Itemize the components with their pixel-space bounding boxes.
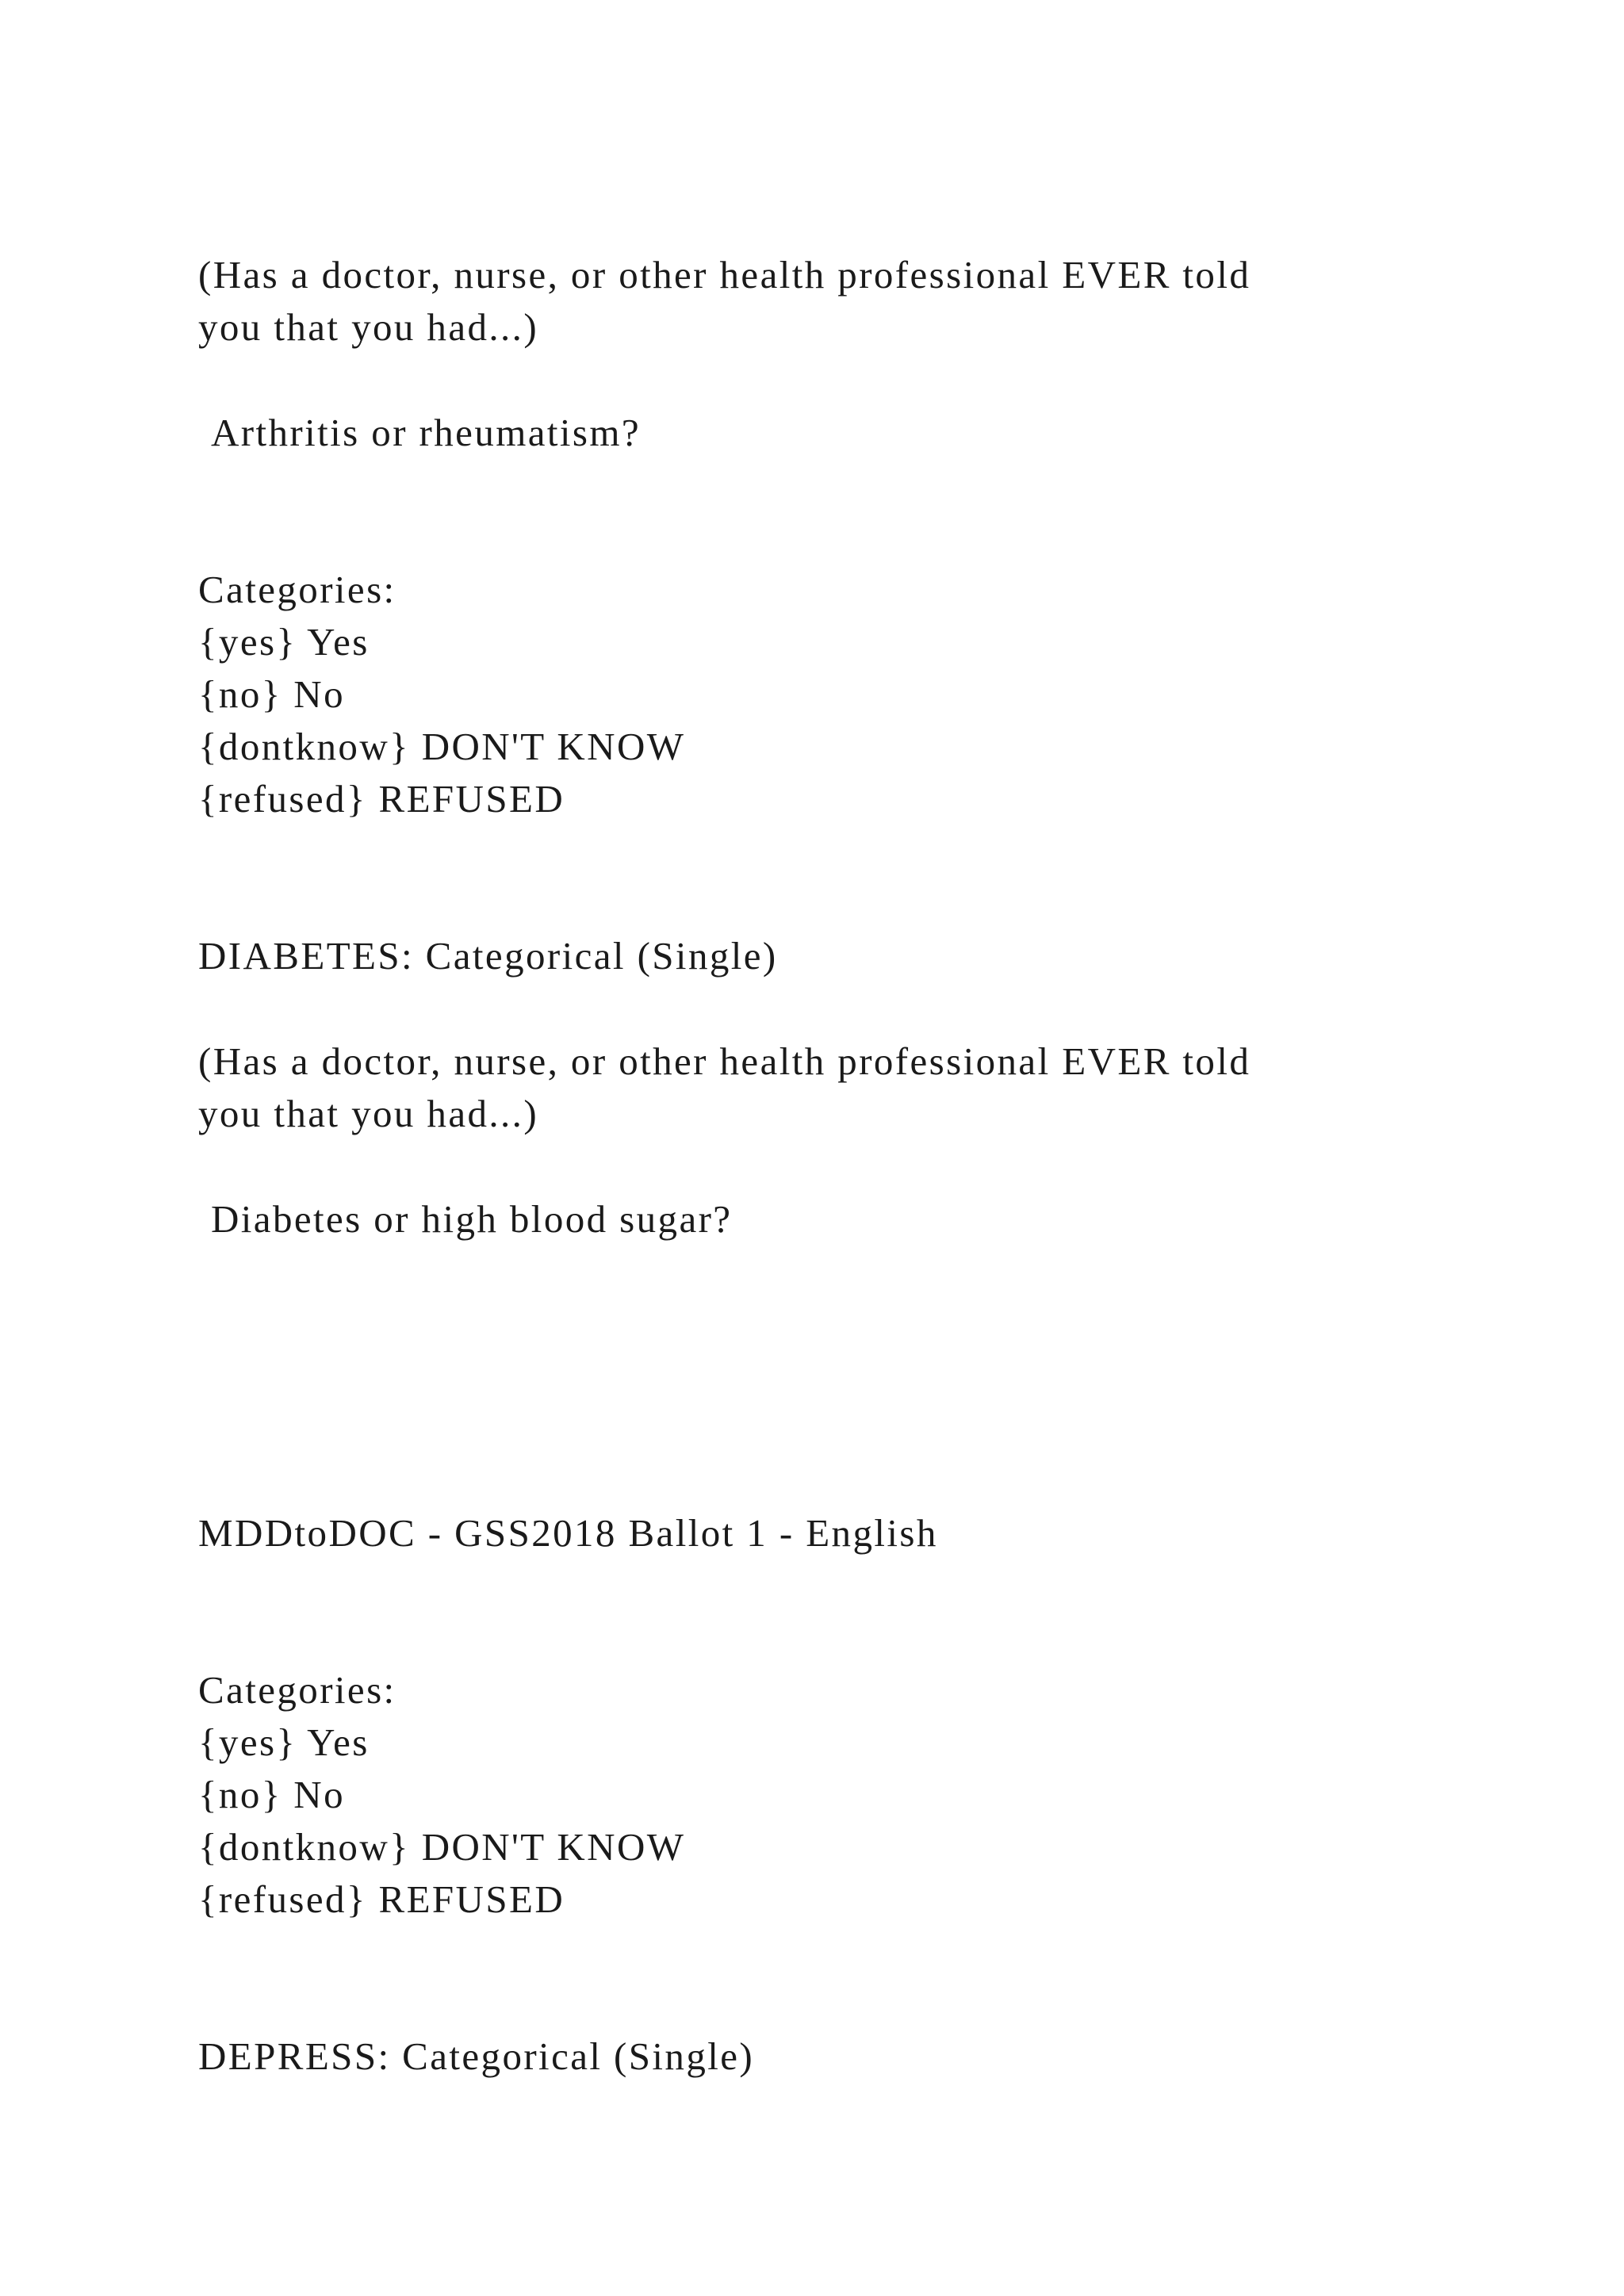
question-preamble-line-1: (Has a doctor, nurse, or other health professional EVER told bbox=[198, 253, 1251, 297]
question-preamble-line-2: you that you had...) bbox=[198, 1092, 539, 1135]
question-preamble-line-2: you that you had...) bbox=[198, 305, 539, 349]
category-yes: {yes} Yes bbox=[198, 1720, 370, 1764]
categories-heading: Categories: bbox=[198, 1668, 396, 1712]
category-refused: {refused} REFUSED bbox=[198, 1877, 565, 1921]
category-no: {no} No bbox=[198, 1773, 345, 1816]
variable-heading-depress: DEPRESS: Categorical (Single) bbox=[198, 2034, 755, 2078]
variable-heading-diabetes: DIABETES: Categorical (Single) bbox=[198, 934, 778, 978]
document-footer-title: MDDtoDOC - GSS2018 Ballot 1 - English bbox=[198, 1511, 938, 1555]
question-text-arthritis: Arthritis or rheumatism? bbox=[211, 411, 642, 454]
category-dontknow: {dontknow} DON'T KNOW bbox=[198, 1825, 686, 1869]
category-no: {no} No bbox=[198, 672, 345, 716]
question-preamble-line-1: (Has a doctor, nurse, or other health professional EVER told bbox=[198, 1039, 1251, 1083]
category-yes: {yes} Yes bbox=[198, 620, 370, 664]
category-dontknow: {dontknow} DON'T KNOW bbox=[198, 725, 686, 768]
question-text-diabetes: Diabetes or high blood sugar? bbox=[211, 1197, 733, 1241]
categories-heading: Categories: bbox=[198, 568, 396, 611]
category-refused: {refused} REFUSED bbox=[198, 777, 565, 821]
